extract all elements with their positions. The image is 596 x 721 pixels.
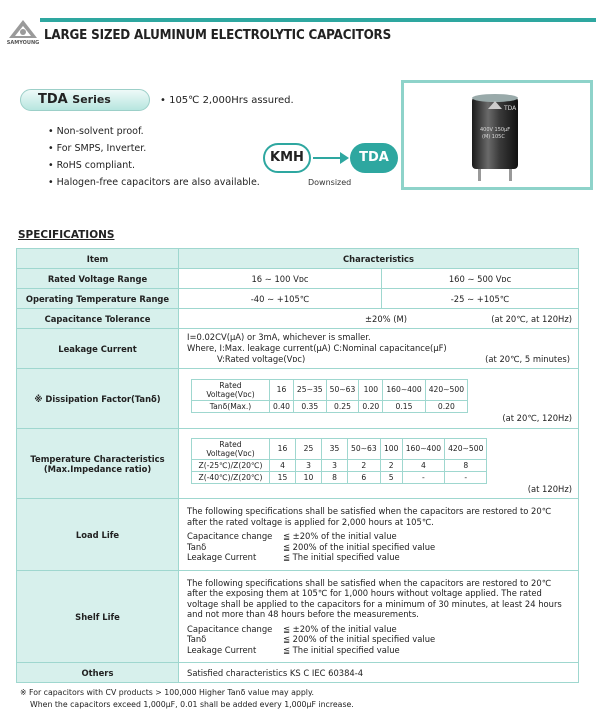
tc-voltage: 25 [296, 438, 322, 459]
series-suffix: Series [72, 93, 111, 106]
leakage-label: Leakage Current [17, 329, 179, 369]
tc-voltage-header: Rated Voltage(Vᴅᴄ) [192, 438, 270, 459]
logo-text: SAMYOUNG [6, 40, 40, 46]
tda-bubble: TDA [350, 143, 398, 173]
others-value: Satisfied characteristics KS C IEC 60384-4 [179, 663, 579, 683]
table-row [17, 269, 579, 289]
shelf-life-row-value: ≦ 200% of the initial specified value [283, 634, 436, 645]
cap-tolerance-label: Capacitance Tolerance [17, 309, 179, 329]
tc-voltage: 420∼500 [445, 438, 487, 459]
tc-voltage: 16 [270, 438, 296, 459]
leakage-line3: V:Rated voltage(Vᴅᴄ) [217, 354, 306, 364]
footnote-2: When the capacitors exceed 1,000µF, 0.01 shall be added every 1,000µF increase. [30, 700, 354, 709]
dissipation-note: (at 20℃, 120Hz) [502, 412, 572, 423]
rated-voltage-label: Rated Voltage Range [17, 269, 179, 289]
assured-text: • 105℃ 2,000Hrs assured. [160, 95, 294, 106]
tc-z25: 3 [296, 459, 322, 471]
cap-tolerance-note: (at 20℃, at 120Hz) [491, 313, 572, 324]
leakage-line1: I=0.02CV(µA) or 3mA, whichever is smaller. [187, 332, 371, 342]
rated-voltage-low: 16 ∼ 100 Vᴅᴄ [179, 269, 382, 289]
load-life-row-name: Leakage Current [187, 552, 257, 563]
rated-voltage-high: 160 ∼ 500 Vᴅᴄ [382, 269, 579, 289]
arrow-line [313, 157, 343, 159]
shelf-life-row-name: Capacitance change [187, 623, 273, 634]
leakage-line2: Where, I:Max. leakage current(µA) C:Nominal capacitance(µF) [187, 343, 447, 353]
specifications-table [16, 248, 579, 683]
temperature-note: (at 120Hz) [527, 483, 572, 494]
footnotes [20, 687, 354, 711]
tc-z40: 6 [348, 471, 381, 483]
df-voltage: 160∼400 [383, 379, 425, 400]
feature-item: • For SMPS, Inverter. [48, 143, 147, 154]
tc-z25-header: Z(-25℃)/Z(20℃) [192, 459, 270, 471]
table-header-row [17, 249, 579, 269]
table-row [17, 499, 579, 571]
product-photo [401, 80, 593, 190]
df-value: 0.15 [383, 400, 425, 412]
feature-item: • Halogen-free capacitors are also available. [48, 177, 260, 188]
load-life-row-name: Tanδ [187, 541, 207, 552]
df-voltage: 50∼63 [326, 379, 359, 400]
table-row [17, 309, 579, 329]
table-row [17, 571, 579, 663]
load-life-label: Load Life [17, 499, 179, 571]
cap-tolerance-cell [179, 309, 579, 329]
table-row [17, 289, 579, 309]
operating-temp-high: -25 ∼ +105℃ [382, 289, 579, 309]
temperature-table [191, 438, 487, 484]
kmh-bubble: KMH [263, 143, 311, 173]
downsized-caption: Downsized [308, 178, 352, 187]
load-life-row-value: ≦ 200% of the initial specified value [283, 541, 436, 552]
series-name: TDA [38, 92, 68, 107]
tc-z25: 4 [270, 459, 296, 471]
shelf-life-row-value: ≦ The initial specified value [283, 644, 400, 655]
tc-z25: 2 [380, 459, 402, 471]
dissipation-table [191, 379, 468, 413]
specifications-heading: SPECIFICATIONS [18, 229, 115, 241]
table-row [17, 329, 579, 369]
capacitor-image [404, 83, 590, 187]
tc-z25: 3 [322, 459, 348, 471]
temperature-label-1: Temperature Characteristics [30, 453, 165, 464]
cap-tolerance-value: ±20% (M) [365, 313, 408, 324]
page-title: LARGE SIZED ALUMINUM ELECTROLYTIC CAPACITORS [44, 28, 392, 43]
temperature-label [17, 429, 179, 499]
shelf-life-row-name: Tanδ [187, 634, 207, 645]
feature-item: • RoHS compliant. [48, 160, 135, 171]
leakage-note: (at 20℃, 5 minutes) [485, 354, 570, 364]
temperature-cell [179, 429, 579, 499]
tc-z40: 5 [380, 471, 402, 483]
feature-item: • Non-solvent proof. [48, 126, 144, 137]
others-label: Others [17, 663, 179, 683]
footnote-1: ※ For capacitors with CV products > 100,000 Higher Tanδ value may apply. [20, 688, 314, 697]
tc-z40: - [402, 471, 444, 483]
load-life-intro: The following specifications shall be satisfied when the capacitors are restored to 20℃ after the rated voltage is applied for 2,000 hours at 105℃. [187, 506, 552, 527]
tc-z40-header: Z(-40℃)/Z(20℃) [192, 471, 270, 483]
load-life-row-value: ≦ ±20% of the initial value [283, 531, 397, 542]
shelf-life-intro: The following specifications shall be satisfied when the capacitors are restored to 20℃ after the exposing them at 105℃ for 1,000 hours without voltage applied. The rated voltage shall be applied to the capacitors for a minimum of 30 minutes, at least 24 hours and not more than 48 hours before the measurements. [187, 577, 562, 620]
dissipation-cell [179, 369, 579, 429]
header-characteristics: Characteristics [179, 249, 579, 269]
load-life-cell [179, 499, 579, 571]
df-voltage-header: Rated Voltage(Vᴅᴄ) [192, 379, 270, 400]
operating-temp-low: -40 ∼ +105℃ [179, 289, 382, 309]
tc-z40: 8 [322, 471, 348, 483]
tc-z40: - [445, 471, 487, 483]
shelf-life-row-name: Leakage Current [187, 644, 257, 655]
tc-voltage: 50∼63 [348, 438, 381, 459]
df-value: 0.25 [326, 400, 359, 412]
tc-voltage: 35 [322, 438, 348, 459]
tc-voltage: 160∼400 [402, 438, 444, 459]
table-row [17, 369, 579, 429]
df-voltage: 100 [359, 379, 383, 400]
df-voltage: 16 [270, 379, 294, 400]
photo-rating-2: (M) 105C [482, 134, 505, 140]
df-value: 0.20 [359, 400, 383, 412]
df-value: 0.40 [270, 400, 294, 412]
tc-z25: 4 [402, 459, 444, 471]
header-rule [40, 18, 596, 22]
table-row [17, 429, 579, 499]
df-value: 0.20 [425, 400, 467, 412]
leakage-cell [179, 329, 579, 369]
photo-rating: 400V 150µF [480, 127, 511, 133]
table-row [17, 663, 579, 683]
photo-brand: TDA [504, 105, 517, 112]
load-life-row-value: ≦ The initial specified value [283, 552, 400, 563]
df-tan-header: Tanδ(Max.) [192, 400, 270, 412]
tc-z25: 8 [445, 459, 487, 471]
feature-list [48, 123, 260, 191]
dissipation-label: ※ Dissipation Factor(Tanδ) [17, 369, 179, 429]
temperature-label-2: (Max.Impedance ratio) [43, 463, 152, 474]
tc-voltage: 100 [380, 438, 402, 459]
df-voltage: 25∼35 [293, 379, 326, 400]
header-item: Item [17, 249, 179, 269]
tc-z25: 2 [348, 459, 381, 471]
load-life-row-name: Capacitance change [187, 531, 273, 542]
shelf-life-cell [179, 571, 579, 663]
company-logo [6, 18, 40, 48]
tc-z40: 15 [270, 471, 296, 483]
arrow-right-icon [340, 152, 349, 164]
df-value: 0.35 [293, 400, 326, 412]
operating-temp-label: Operating Temperature Range [17, 289, 179, 309]
series-title [38, 92, 111, 107]
shelf-life-row-value: ≦ ±20% of the initial value [283, 623, 397, 634]
tc-z40: 10 [296, 471, 322, 483]
df-voltage: 420∼500 [425, 379, 467, 400]
shelf-life-label: Shelf Life [17, 571, 179, 663]
